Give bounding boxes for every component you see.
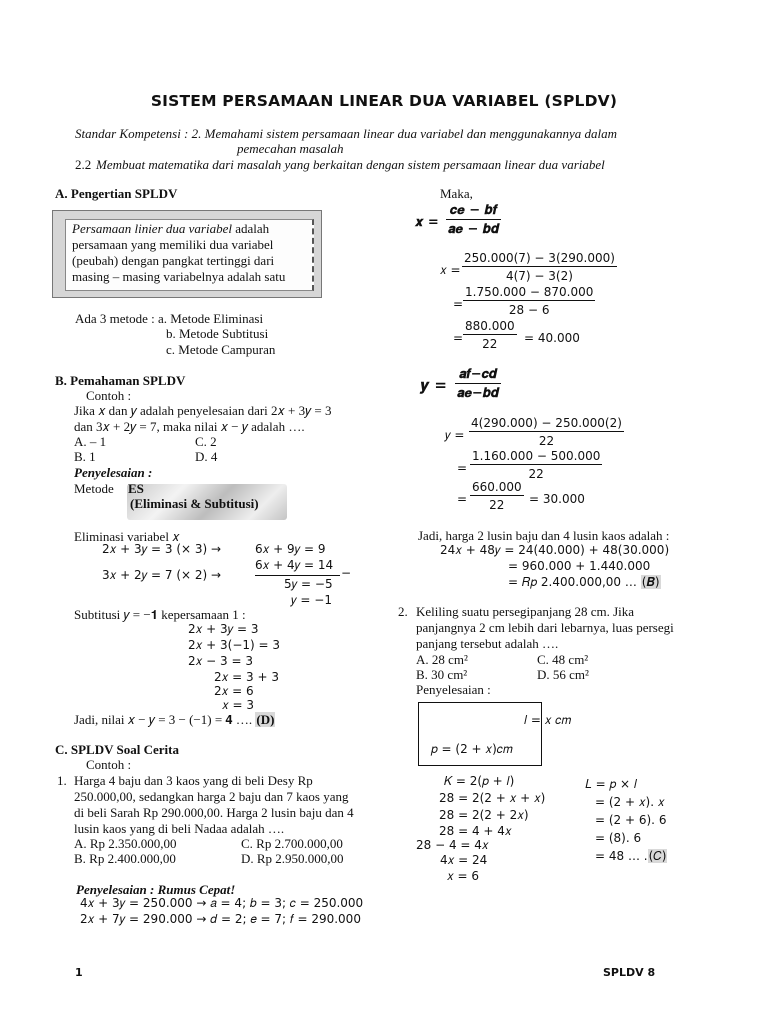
x-formula-lhs: 𝒙 = (415, 215, 439, 230)
def-line4: masing – masing variabelnya adalah satu (72, 269, 286, 284)
x-step2: $\frac{1.750.000 - 870.000}{28 - 6}$ (465, 285, 594, 317)
k-step2: 28 = 2(2 + 𝑥 + 𝑥) (439, 791, 546, 805)
contoh-label: Contoh : (86, 388, 132, 403)
page-title: SISTEM PERSAMAAN LINEAR DUA VARIABEL (SPLDV) (150, 92, 618, 110)
section-c-heading: C. SPLDV Soal Cerita (55, 742, 179, 757)
option-b: B. 1 (74, 449, 96, 464)
section-b-heading: B. Pemahaman SPLDV (55, 373, 186, 388)
q2-penyelesaian: Penyelesaian : (416, 682, 491, 697)
q1-option-c: C. Rp 2.700.000,00 (241, 836, 343, 851)
q2-option-b: B. 30 cm² (416, 667, 468, 682)
k-step4: 28 = 4 + 4𝑥 (439, 824, 512, 838)
q1-line1: Harga 4 baju dan 3 kaos yang di beli Desy Rp (74, 773, 313, 788)
question-line1: Jika 𝑥 dan 𝑦 adalah penyelesaian dari 2𝑥 + 3𝑦 = 3 (74, 403, 332, 418)
calc-line3: = 𝑅𝑝 2.400.000,00 … (𝑩) (508, 575, 660, 589)
kd-number: 2.2 (75, 157, 92, 172)
answer-c: (𝐶) (648, 849, 667, 863)
k-step6: 4𝑥 = 24 (440, 853, 488, 867)
l-step4: = (8). 6 (595, 831, 642, 845)
q2-line3: panjang tersebut adalah …. (416, 636, 559, 651)
rect-width-label: 𝑙 = 𝑥 𝑐𝑚 (524, 713, 572, 727)
elim-eq2-left: 3𝑥 + 2𝑦 = 7 (× 2) → (102, 568, 222, 582)
y-step1: $\frac{4(290.000) - 250.000(2)}{22}$ (471, 416, 622, 448)
y-step3-eq: = (457, 492, 468, 506)
penyelesaian-label: Penyelesaian : (74, 465, 153, 480)
calc-line1: 24𝑥 + 48𝑦 = 24(40.000) + 48(30.000) (440, 543, 670, 557)
methods-intro: Ada 3 metode : a. Metode Eliminasi (75, 311, 264, 326)
def-line2: persamaan yang memiliki dua variabel (72, 237, 274, 252)
subs-step2: 2𝑥 + 3(−1) = 3 (188, 638, 281, 652)
elim-result2: 𝑦 = −1 (291, 593, 332, 607)
jadi-line: Jadi, harga 2 lusin baju dan 4 lusin kaos adalah : (418, 528, 670, 543)
metode-label: Metode (74, 481, 114, 496)
calc-line2: = 960.000 + 1.440.000 (508, 559, 651, 573)
elim-eq2-right: 6𝑥 + 4𝑦 = 14 (255, 558, 334, 572)
q1-option-b: B. Rp 2.400.000,00 (74, 851, 176, 866)
l-step5: = 48 … .(𝐶) (595, 849, 667, 863)
sk-line1: Standar Kompetensi : 2. Memahami sistem persamaan linear dua variabel dan menggunakannya dalam (75, 126, 617, 141)
def-line3: (peubah) dengan pangkat tertinggi dari (72, 253, 275, 268)
elimination-intro: Eliminasi variabel 𝑥 (74, 529, 180, 544)
contoh-c-label: Contoh : (86, 757, 132, 772)
y-step1-lhs: 𝑦 = (445, 428, 465, 442)
elim-eq1-left: 2𝑥 + 3𝑦 = 3 (× 3) → (102, 542, 222, 556)
q2-option-c: C. 48 cm² (537, 652, 589, 667)
sk-line2: pemecahan masalah (237, 141, 344, 156)
answer-b: (𝑩) (641, 575, 660, 589)
l-step2: = (2 + 𝑥). 𝑥 (595, 795, 665, 809)
question-line2: dan 3𝑥 + 2𝑦 = 7, maka nilai 𝑥 − 𝑦 adalah …. (74, 419, 305, 434)
elim-minus: − (341, 566, 352, 580)
es-label: ES (128, 481, 144, 496)
x-step3: $\frac{880.000}{22}$ (465, 319, 515, 351)
x-step2-eq: = (453, 297, 464, 311)
x-step1: $\frac{250.000(7) - 3(290.000)}{4(7) - 3(2)}$ (464, 251, 615, 283)
y-step2-eq: = (457, 461, 468, 475)
q2-number: 2. (398, 604, 408, 619)
elim-result1: 5𝑦 = −5 (284, 577, 333, 591)
q1-line4: lusin kaos yang di beli Nadaa adalah …. (74, 821, 285, 836)
subs-step6: 𝑥 = 3 (222, 698, 255, 712)
subs-step3: 2𝑥 − 3 = 3 (188, 654, 253, 668)
page-number: 1 (75, 966, 83, 979)
k-step5: 28 − 4 = 4𝑥 (416, 838, 489, 852)
q2-line2: panjangnya 2 cm lebih dari lebarnya, luas persegi (416, 620, 674, 635)
def-line1: Persamaan linier dua variabel adalah (72, 221, 270, 236)
kd-text: Membuat matematika dari masalah yang berkaitan dengan sistem persamaan linear dua variabel (96, 157, 605, 172)
method-c: c. Metode Campuran (166, 342, 276, 357)
q1-option-d: D. Rp 2.950.000,00 (241, 851, 344, 866)
q2-line1: Keliling suatu persegipanjang 28 cm. Jika (416, 604, 635, 619)
elim-eq1-right: 6𝑥 + 9𝑦 = 9 (255, 542, 326, 556)
q1-number: 1. (57, 773, 67, 788)
option-d: D. 4 (195, 449, 218, 464)
q2-option-d: D. 56 cm² (537, 667, 589, 682)
subs-step5: 2𝑥 = 6 (214, 684, 254, 698)
q1-line2: 250.000,00, sedangkan harga 2 baju dan 7 kaos yang (74, 789, 349, 804)
q1-line3: di beli Sarah Rp 290.000,00. Harga 2 lusin baju dan 4 (74, 805, 354, 820)
y-step2: $\frac{1.160.000 - 500.000}{22}$ (472, 449, 601, 481)
rumus-line2: 2𝑥 + 7𝑦 = 290.000 → 𝑑 = 2; 𝑒 = 7; 𝑓 = 290.000 (80, 912, 361, 926)
es-description: (Eliminasi & Subtitusi) (130, 496, 259, 511)
section-a-heading: A. Pengertian SPLDV (55, 186, 178, 201)
subs-intro: Subtitusi 𝑦 = −𝟏 kepersamaan 1 : (74, 607, 246, 622)
x-step3-eq: = (453, 331, 464, 345)
subs-step4: 2𝑥 = 3 + 3 (214, 670, 279, 684)
rect-length-label: 𝑝 = (2 + 𝑥)𝑐𝑚 (431, 742, 513, 756)
option-a: A. – 1 (74, 434, 107, 449)
footer-label: SPLDV 8 (603, 966, 656, 979)
conclusion: Jadi, nilai 𝑥 − 𝑦 = 3 − (−1) = 𝟒 …. (D) (74, 712, 275, 727)
y-result: = 30.000 (529, 492, 585, 506)
option-c: C. 2 (195, 434, 217, 449)
k-step1: 𝐾 = 2(𝑝 + 𝑙) (444, 774, 515, 788)
y-formula: 𝒂𝒇−𝒄𝒅 𝒂𝒆−𝒃𝒅 (457, 367, 499, 401)
rumus-label: Penyelesaian : Rumus Cepat! (76, 882, 236, 897)
x-formula: 𝒄𝒆 − 𝒃𝒇 𝒂𝒆 − 𝒃𝒅 (448, 203, 500, 237)
subs-step1: 2𝑥 + 3𝑦 = 3 (188, 622, 259, 636)
k-step7: 𝑥 = 6 (447, 869, 480, 883)
y-formula-lhs: 𝒚 = (420, 376, 447, 394)
x-step1-lhs: 𝑥 = (440, 263, 461, 277)
q1-option-a: A. Rp 2.350.000,00 (74, 836, 177, 851)
l-step3: = (2 + 6). 6 (595, 813, 667, 827)
x-result: = 40.000 (524, 331, 580, 345)
y-step3: $\frac{660.000}{22}$ (472, 480, 522, 512)
q2-option-a: A. 28 cm² (416, 652, 468, 667)
answer-d: (D) (256, 712, 275, 727)
elim-rule (255, 575, 340, 576)
k-step3: 28 = 2(2 + 2𝑥) (439, 808, 529, 822)
maka-label: Maka, (440, 186, 473, 201)
rumus-line1: 4𝑥 + 3𝑦 = 250.000 → 𝑎 = 4; 𝑏 = 3; 𝑐 = 250.000 (80, 896, 364, 910)
l-step1: 𝐿 = 𝑝 × 𝑙 (585, 777, 637, 791)
method-b: b. Metode Subtitusi (166, 326, 269, 341)
